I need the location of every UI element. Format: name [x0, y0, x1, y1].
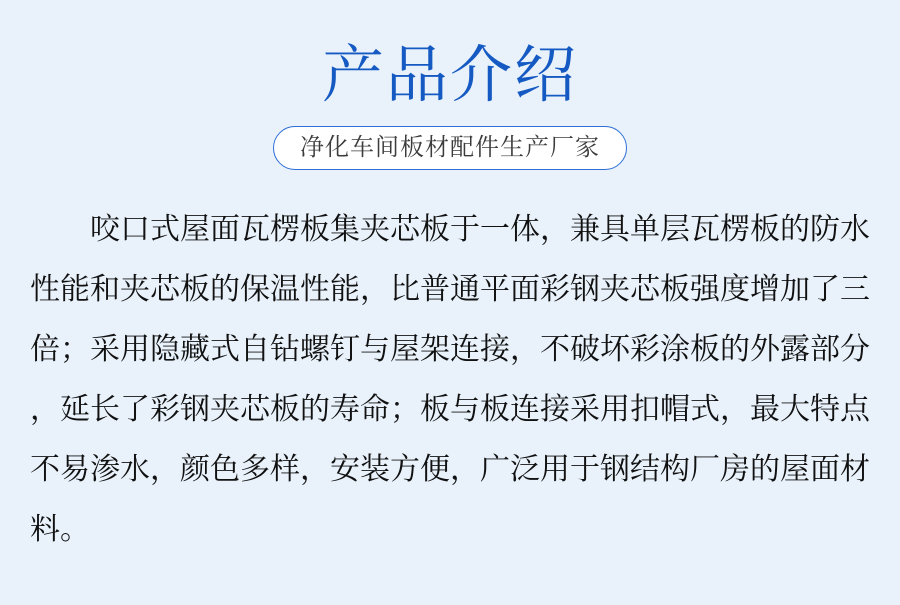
- description-line: ，延长了彩钢夹芯板的寿命；板与板连接采用扣帽式，最大特点: [30, 393, 870, 427]
- product-intro-page: [0, 42, 900, 605]
- page-title: 产品介绍: [321, 41, 578, 110]
- description-line: 咬口式屋面瓦楞板集夹芯板于一体，兼具单层瓦楞板的防水: [90, 213, 870, 247]
- description-line: 性能和夹芯板的保温性能，比普通平面彩钢夹芯板强度增加了三: [30, 273, 870, 307]
- subtitle-badge: 净化车间板材配件生产厂家: [273, 126, 627, 170]
- description-line: 料。: [30, 513, 90, 547]
- badge-row: [0, 126, 900, 170]
- description-line: 不易渗水，颜色多样，安装方便，广泛用于钢结构厂房的屋面材: [30, 453, 870, 487]
- product-description: [30, 200, 870, 560]
- description-line: 倍；采用隐藏式自钻螺钉与屋架连接，不破坏彩涂板的外露部分: [30, 333, 870, 367]
